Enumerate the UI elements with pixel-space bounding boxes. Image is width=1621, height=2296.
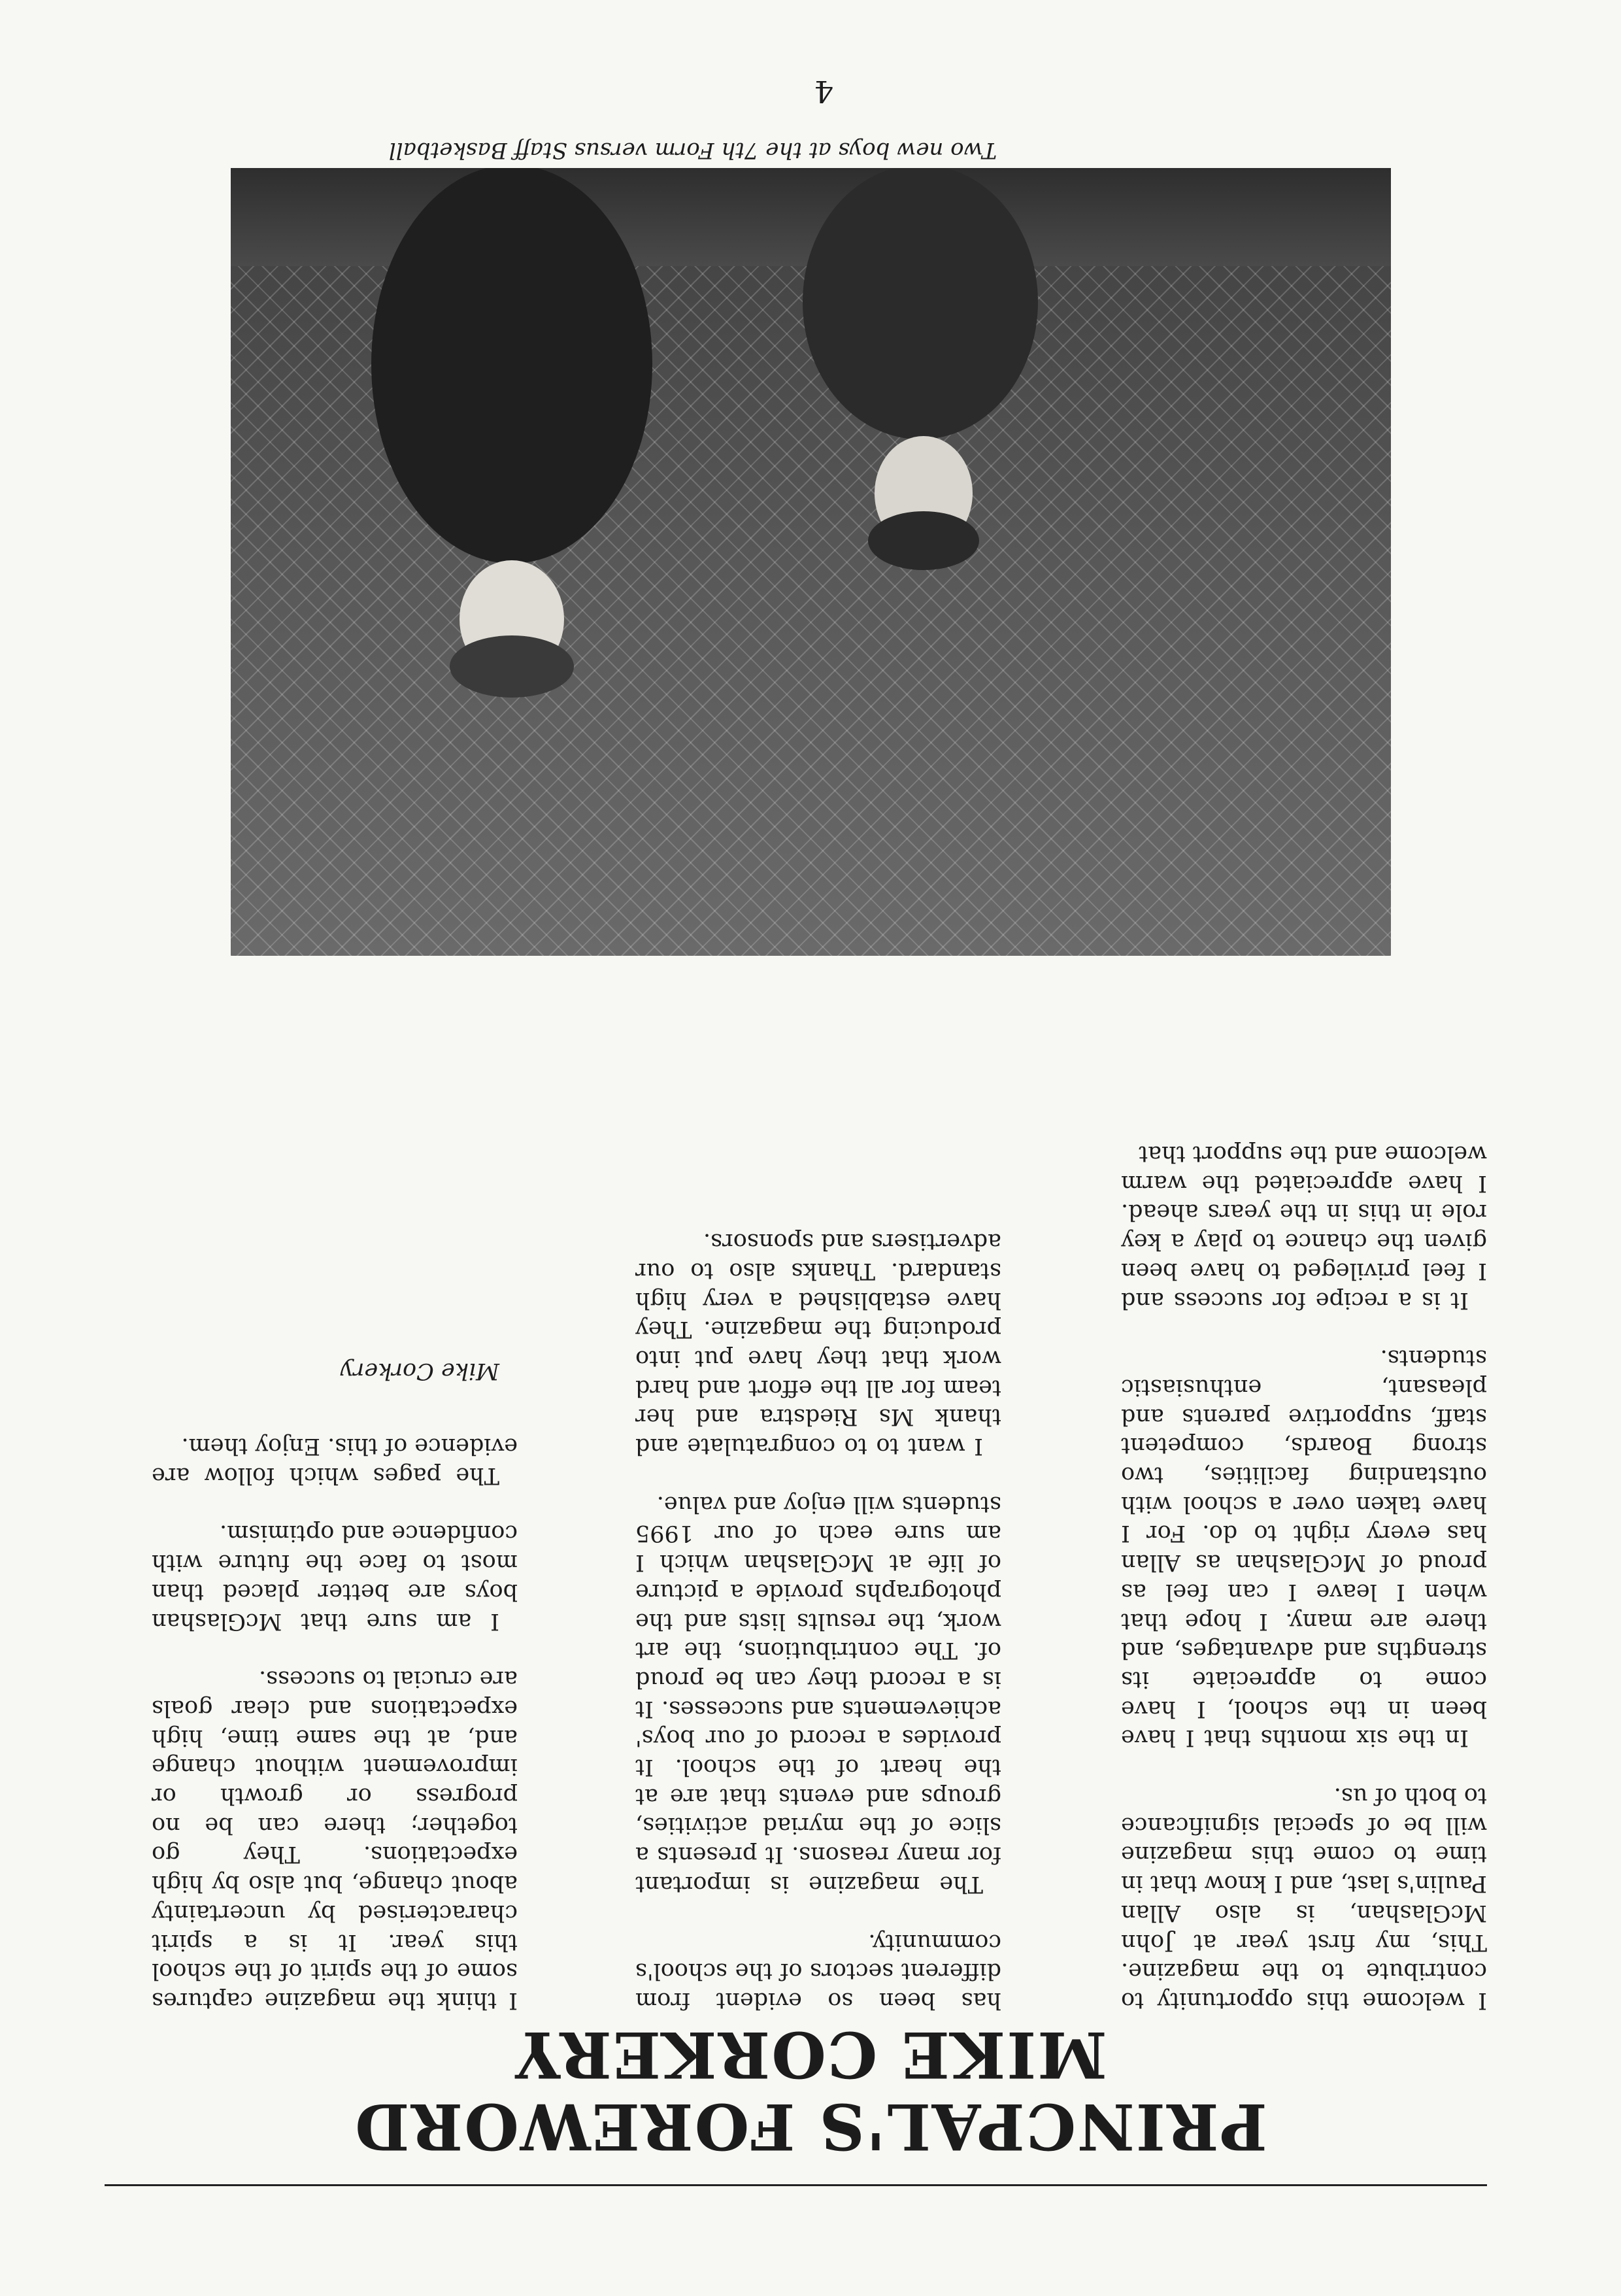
paragraph: I want to to congratulate and thank Ms Riedstra and her team for all the effort and hard work that they have put into producing the magazine. They have established a very high standard. Thanks also to our advertisers and sponsors. xyxy=(635,1228,1001,1460)
page-number: 4 xyxy=(814,74,833,109)
paragraph: It is a recipe for success and I feel privileged to have been given the chance to play a key role in this in the years ahead. I have appreciated the warm welcome and the support that xyxy=(1121,1141,1487,1313)
article-column-2 xyxy=(635,1198,1001,2015)
article-column-1 xyxy=(1121,1110,1487,2015)
title-line-2: MIKE CORKERY xyxy=(514,2017,1107,2091)
paragraph: has been so evident from different sectors of the school's community. xyxy=(635,1929,1001,2014)
paragraph: In the six months that I have been in the school, I have come to appreciate its strengths and advantages, and there are many. I hope that when I leave I can feel as proud of McGlashan as Allan has every right to do. For I have taken over a school with outstanding facilities, two strong Boards, competent staff, supportive parents and pleasant, enthusiastic students. xyxy=(1121,1345,1487,1751)
paragraph: I am sure that McGlashan boys are better placed than most to face the future with confidence and optimism. xyxy=(152,1520,518,1634)
page-title xyxy=(340,2018,1281,2162)
paragraph: The pages which follow are evidence of this. Enjoy them. xyxy=(152,1433,518,1489)
photo-boy-right-hair xyxy=(450,635,574,698)
photo-boy-left xyxy=(803,168,1038,439)
photo-boy-left-hair xyxy=(868,511,979,570)
paragraph: I think the magazine captures some of the spirit of the school this year. It is a spirit characterised by uncertainty about change, but also by high expectations. They go together; there can be no progress or growth or improvement without change and, at the same time, high expectations and clear goals are crucial to success. xyxy=(152,1666,518,2014)
header-rule xyxy=(105,2184,1487,2186)
photo-boy-right xyxy=(371,168,652,564)
photo xyxy=(231,168,1391,956)
title-line-1: PRINCPAL'S FOREWORD xyxy=(354,2089,1267,2163)
paragraph: I welcome this opportunity to contribute to the magazine. This, my first year at John McGlashan, is also Allan Paulin's last, and I know that in time to come this magazine will be of special significance to both of us. xyxy=(1121,1783,1487,2014)
paragraph: The magazine is important for many reasons. It presents a slice of the myriad activities, groups and events that are at the heart of the school. It provides a record of our boys' achievements and successes. It is a record they can be proud of. The contributions, the art work, the results lists and the photographs provide a picture of life at McGlashan which I am sure each of our 1995 students will enjoy and value. xyxy=(635,1491,1001,1897)
article-column-3 xyxy=(152,1328,518,2015)
photo-caption: Two new boys at the 7th Form versus Staff Basketball xyxy=(388,137,997,163)
signature: Mike Corkery xyxy=(340,1358,499,1385)
